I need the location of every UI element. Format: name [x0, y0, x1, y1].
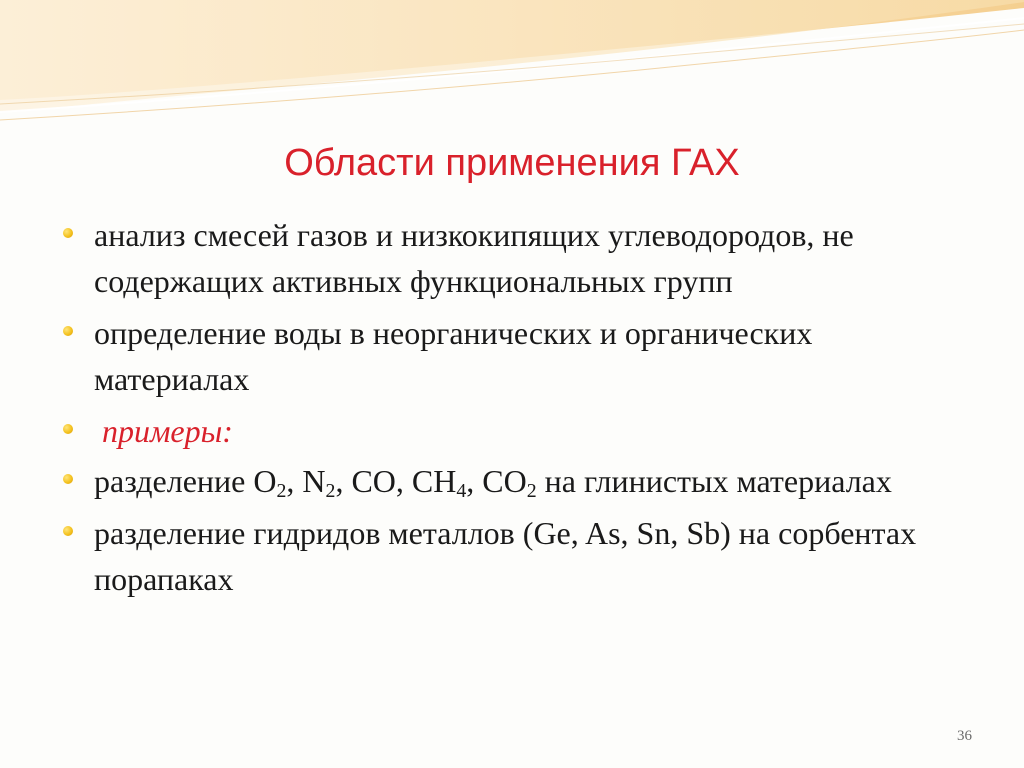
page-number: 36 — [957, 728, 972, 744]
header-wave-decoration — [0, 0, 1024, 140]
bullet-dot-icon — [63, 228, 73, 238]
bullet-dot-icon — [63, 326, 73, 336]
list-item — [60, 408, 960, 454]
bullet-list — [60, 212, 960, 608]
list-item — [60, 510, 960, 602]
list-item — [60, 310, 960, 402]
bullet-dot-icon — [63, 526, 73, 536]
slide-title: Области применения ГАХ — [284, 142, 740, 184]
list-item — [60, 212, 960, 304]
bullet-text: определение воды в неорганических и органических материалах — [94, 315, 813, 397]
bullet-text: анализ смесей газов и низкокипящих углеводородов, не содержащих активных функциональных групп — [94, 217, 854, 299]
list-item — [60, 458, 960, 504]
bullet-dot-icon — [63, 424, 73, 434]
bullet-text: разделение $O_2$, $N_2$, CO, $CH_4$, $CO_2$ на глинистых материалах — [94, 463, 892, 502]
bullet-text: разделение гидридов металлов (Ge, As, Sn, Sb) на сорбентах порапаках — [94, 515, 917, 597]
bullet-dot-icon — [63, 474, 73, 484]
examples-label: примеры: — [102, 413, 233, 449]
